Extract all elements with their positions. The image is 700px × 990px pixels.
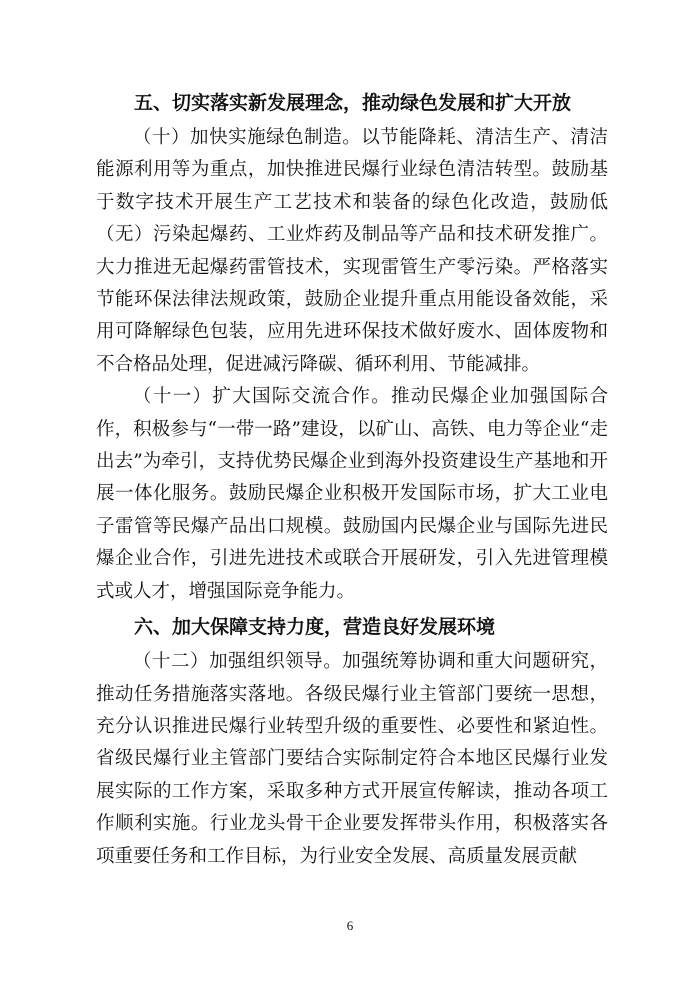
paragraph-10: （十）加快实施绿色制造。以节能降耗、清洁生产、清洁能源利用等为重点，加快推进民爆行业绿色清洁转型。鼓励基于数字技术开展生产工艺技术和装备的绿色化改造，鼓励低（无）污染起爆药、工业炸药及制品等产品和技术研发推广。大力推进无起爆药雷管技术，实现雷管生产零污染。严格落实节能环保法律法规政策，鼓励企业提升重点用能设备效能，采用可降解绿色包装，应用先进环保技术做好废水、固体废物和不合格品处理，促进减污降碳、循环利用、节能减排。	[96, 127, 608, 375]
paragraph-12: （十二）加强组织领导。加强统筹协调和重大问题研究，推动任务措施落实落地。各级民爆行业主管部门要统一思想，充分认识推进民爆行业转型升级的重要性、必要性和紧迫性。省级民爆行业主管部门要结合实际制定符合本地区民爆行业发展实际的工作方案，采取多种方式开展宣传解读，推动各项工作顺利实施。行业龙头骨干企业要发挥带头作用，积极落实各项重要任务和工作目标，为行业安全发展、高质量发展贡献	[96, 651, 608, 867]
page-number: 6	[346, 918, 354, 933]
section-heading-5: 五、切实落实新发展理念，推动绿色发展和扩大开放	[134, 92, 572, 114]
section-heading-6: 六、加大保障支持力度，营造良好发展环境	[134, 616, 496, 639]
document-page	[96, 84, 608, 873]
paragraph-11: （十一）扩大国际交流合作。推动民爆企业加强国际合作，积极参与“一带一路”建设，以矿山、高铁、电力等企业“走出去”为牵引，支持优势民爆企业到海外投资建设生产基地和开展一体化服务。鼓励民爆企业积极开发国际市场，扩大工业电子雷管等民爆产品出口规模。鼓励国内民爆企业与国际先进民爆企业合作，引进先进技术或联合开展研发，引入先进管理模式或人才，增强国际竞争能力。	[96, 386, 608, 602]
